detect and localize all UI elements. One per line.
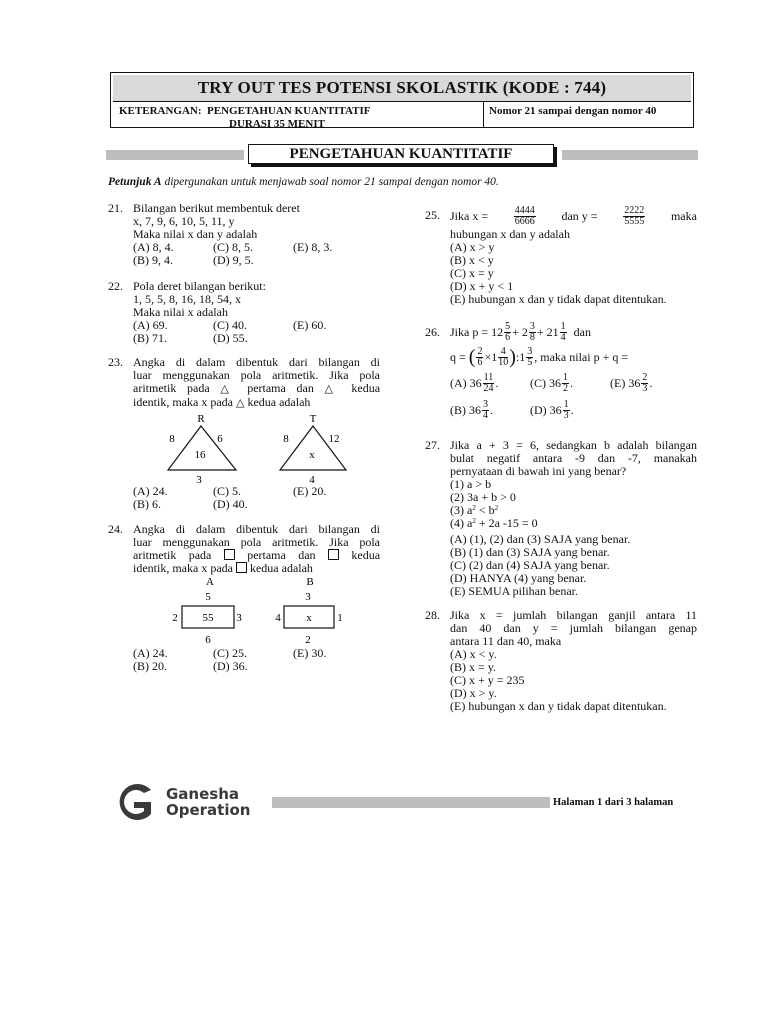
option-a: (A) 8, 4. bbox=[133, 240, 174, 254]
option-b: (B) 20. bbox=[133, 659, 167, 673]
box-right-number: 1 bbox=[337, 612, 343, 624]
question-line: aritmetik pada pertama dan kedua bbox=[133, 548, 381, 562]
option-e: (E) hubungan x dan y tidak dapat ditentukan. bbox=[450, 699, 667, 713]
triangle-label: R bbox=[197, 413, 205, 425]
statement-1: (1) a > b bbox=[450, 477, 492, 491]
question-number: 28. bbox=[425, 608, 440, 622]
question-line: hubungan x dan y adalah bbox=[450, 227, 570, 241]
question-line: luar menggunakan pola aritmetik. Jika pola bbox=[133, 535, 380, 549]
option-d: (D) 9, 5. bbox=[213, 253, 254, 267]
option-a: (A) 24. bbox=[133, 484, 168, 498]
option-a: (A) x < y. bbox=[450, 647, 497, 661]
option-c: (C) (2) dan (4) SAJA yang benar. bbox=[450, 558, 610, 572]
option-c: (C) 36 $\frac{1}{2}$ . bbox=[530, 372, 573, 394]
options-row bbox=[450, 370, 697, 398]
question-line: 1, 5, 5, 8, 16, 18, 54, x bbox=[133, 292, 241, 306]
question-23 bbox=[108, 356, 380, 516]
ganesha-logo-icon bbox=[108, 782, 158, 822]
option-c: (C) 25. bbox=[213, 646, 247, 660]
triangle-left-number: 8 bbox=[169, 433, 175, 445]
question-line: pernyataan di bawah ini yang benar? bbox=[450, 464, 627, 478]
nomor-range: Nomor 21 sampai dengan nomor 40 bbox=[489, 105, 657, 117]
question-line: Angka di dalam dibentuk dari bilangan di bbox=[133, 355, 380, 369]
keterangan bbox=[119, 105, 371, 131]
box-center-number: 55 bbox=[202, 612, 214, 624]
petunjuk-text: dipergunakan untuk menjawab soal nomor 21 sampai dengan nomor 40. bbox=[161, 176, 499, 188]
question-line: Bilangan berikut membentuk deret bbox=[133, 201, 300, 215]
option-c: (C) 5. bbox=[213, 484, 241, 498]
question-line: antara 11 dan 40, maka bbox=[450, 634, 562, 648]
header-box bbox=[110, 72, 694, 128]
option-b: (B) x < y bbox=[450, 253, 494, 267]
question-number: 22. bbox=[108, 279, 123, 293]
fraction: $\frac{4444}{6666}$ bbox=[514, 204, 535, 227]
option-c: (C) x = y bbox=[450, 266, 494, 280]
triangle-bottom-number: 3 bbox=[196, 474, 202, 484]
triangle-center-number: x bbox=[309, 449, 315, 461]
question-line: dan 40 dan y = jumlah bilangan genap bbox=[450, 621, 697, 635]
box-label: A bbox=[206, 576, 214, 588]
triangle-center-number: 16 bbox=[194, 449, 206, 461]
question-line: Jika x = $\frac{4444}{6666}$ dan y = $\frac{2222}{5555}$ maka bbox=[450, 204, 697, 227]
question-line: Maka nilai x adalah bbox=[133, 305, 228, 319]
question-line: bulat negatif antara -9 dan -7, manakah bbox=[450, 451, 697, 465]
option-b: (B) 36 $\frac{3}{4}$ . bbox=[450, 399, 493, 421]
header-info bbox=[111, 102, 693, 130]
box-left-number: 4 bbox=[275, 612, 281, 624]
triangle-left-number: 8 bbox=[283, 433, 289, 445]
box-center-number: x bbox=[306, 612, 312, 624]
q-expression: q = ( $\frac{2}{6}$ ×1 $\frac{4}{10}$ ) :1 $\frac{3}{5}$ , maka nilai p + q = bbox=[450, 345, 629, 368]
option-d: (D) 55. bbox=[213, 331, 248, 345]
options-row bbox=[450, 398, 697, 426]
option-c: (C) x + y = 235 bbox=[450, 673, 525, 687]
petunjuk bbox=[108, 176, 499, 188]
keterangan-label: KETERANGAN: bbox=[119, 105, 202, 117]
question-number: 25. bbox=[425, 208, 440, 222]
triangle-label: T bbox=[309, 413, 317, 425]
question-line: identik, maka x pada kedua adalah bbox=[133, 561, 313, 575]
option-d: (D) HANYA (4) yang benar. bbox=[450, 571, 587, 585]
triangle-icon: △ bbox=[235, 397, 245, 409]
option-e: (E) 8, 3. bbox=[293, 240, 333, 254]
section-title: PENGETAHUAN KUANTITATIF bbox=[248, 144, 554, 164]
fraction: $\frac{2222}{5555}$ bbox=[624, 204, 645, 227]
option-a: (A) (1), (2) dan (3) SAJA yang benar. bbox=[450, 532, 631, 546]
box-top-number: 5 bbox=[205, 591, 211, 603]
question-line: Jika x = jumlah bilangan ganjil antara 11 bbox=[450, 608, 697, 622]
question-line: x, 7, 9, 6, 10, 5, 11, y bbox=[133, 214, 235, 228]
box-label: B bbox=[306, 576, 314, 588]
triangle-r bbox=[168, 426, 236, 470]
triangle-right-number: 6 bbox=[217, 433, 223, 445]
option-e: (E) hubungan x dan y tidak dapat ditentukan. bbox=[450, 292, 667, 306]
option-e: (E) SEMUA pilihan benar. bbox=[450, 584, 578, 598]
option-e: (E) 36 $\frac{2}{3}$ . bbox=[610, 372, 653, 394]
question-24 bbox=[108, 523, 380, 673]
question-number: 26. bbox=[425, 325, 440, 339]
triangle-icon: △ bbox=[324, 383, 341, 395]
question-number: 23. bbox=[108, 355, 123, 369]
option-d: (D) 36 $\frac{1}{3}$ . bbox=[530, 399, 574, 421]
option-e: (E) 20. bbox=[293, 484, 327, 498]
petunjuk-label: Petunjuk A bbox=[108, 176, 162, 188]
statement-3: (3) $a^2 < b^2$ bbox=[450, 503, 499, 517]
triangle-bottom-number: 4 bbox=[309, 474, 315, 484]
question-line: identik, maka x pada △ kedua adalah bbox=[133, 395, 311, 409]
option-b: (B) 6. bbox=[133, 497, 161, 511]
option-a: (A) 24. bbox=[133, 646, 168, 660]
box-top-number: 3 bbox=[305, 591, 311, 603]
option-a: (A) 69. bbox=[133, 318, 168, 332]
box-bottom-number: 2 bbox=[305, 634, 311, 646]
triangle-icon: △ bbox=[220, 383, 237, 395]
option-d: (D) x + y < 1 bbox=[450, 279, 514, 293]
box-right-number: 3 bbox=[236, 612, 242, 624]
statement-4: (4) $a^2 + 2a$ -15 = 0 bbox=[450, 516, 538, 530]
document-title: TRY OUT TES POTENSI SKOLASTIK (KODE : 744) bbox=[113, 75, 691, 102]
option-b: (B) 9, 4. bbox=[133, 253, 173, 267]
triangle-figures bbox=[148, 412, 368, 484]
question-line: Angka di dalam dibentuk dari bilangan di bbox=[133, 522, 380, 536]
option-d: (D) x > y. bbox=[450, 686, 497, 700]
keterangan-value: PENGETAHUAN KUANTITATIF bbox=[207, 105, 371, 117]
footer-band bbox=[272, 797, 550, 808]
option-b: (B) 71. bbox=[133, 331, 167, 345]
square-icon bbox=[224, 549, 235, 560]
section-band-right bbox=[562, 150, 698, 160]
question-line: luar menggunakan pola aritmetik. Jika pola bbox=[133, 368, 380, 382]
option-e: (E) 60. bbox=[293, 318, 327, 332]
option-c: (C) 40. bbox=[213, 318, 247, 332]
durasi: DURASI 35 MENIT bbox=[229, 118, 325, 130]
question-number: 27. bbox=[425, 438, 440, 452]
header-divider bbox=[483, 102, 484, 127]
ganesha-logo-text: Ganesha Operation bbox=[166, 785, 251, 819]
box-bottom-number: 6 bbox=[205, 634, 211, 646]
option-b: (B) x = y. bbox=[450, 660, 496, 674]
question-line: aritmetik pada △ pertama dan △ kedua bbox=[133, 381, 381, 395]
option-d: (D) 36. bbox=[213, 659, 248, 673]
option-a: (A) x > y bbox=[450, 240, 495, 254]
square-icon bbox=[328, 549, 339, 560]
question-line: Pola deret bilangan berikut: bbox=[133, 279, 266, 293]
box-figures bbox=[168, 575, 358, 647]
statement-2: (2) 3a + b > 0 bbox=[450, 490, 516, 504]
question-number: 24. bbox=[108, 522, 123, 536]
page-number: Halaman 1 dari 3 halaman bbox=[553, 797, 674, 808]
triangle-right-number: 12 bbox=[328, 433, 340, 445]
question-line: Maka nilai x dan y adalah bbox=[133, 227, 258, 241]
option-d: (D) 40. bbox=[213, 497, 248, 511]
box-left-number: 2 bbox=[172, 612, 178, 624]
option-e: (E) 30. bbox=[293, 646, 327, 660]
question-line: Jika a + 3 = 6, sedangkan b adalah bilangan bbox=[450, 438, 697, 452]
p-expression: Jika p = 12 $\frac{5}{6}$ + 2 $\frac{3}{8}$ + 21 $\frac{1}{4}$ dan bbox=[450, 320, 591, 343]
question-26 bbox=[425, 320, 697, 430]
question-number: 21. bbox=[108, 201, 123, 215]
option-c: (C) 8, 5. bbox=[213, 240, 253, 254]
section-band-left bbox=[106, 150, 244, 160]
option-b: (B) (1) dan (3) SAJA yang benar. bbox=[450, 545, 610, 559]
square-icon bbox=[236, 562, 247, 573]
option-a: (A) 36 $\frac{11}{24}$ . bbox=[450, 372, 499, 394]
